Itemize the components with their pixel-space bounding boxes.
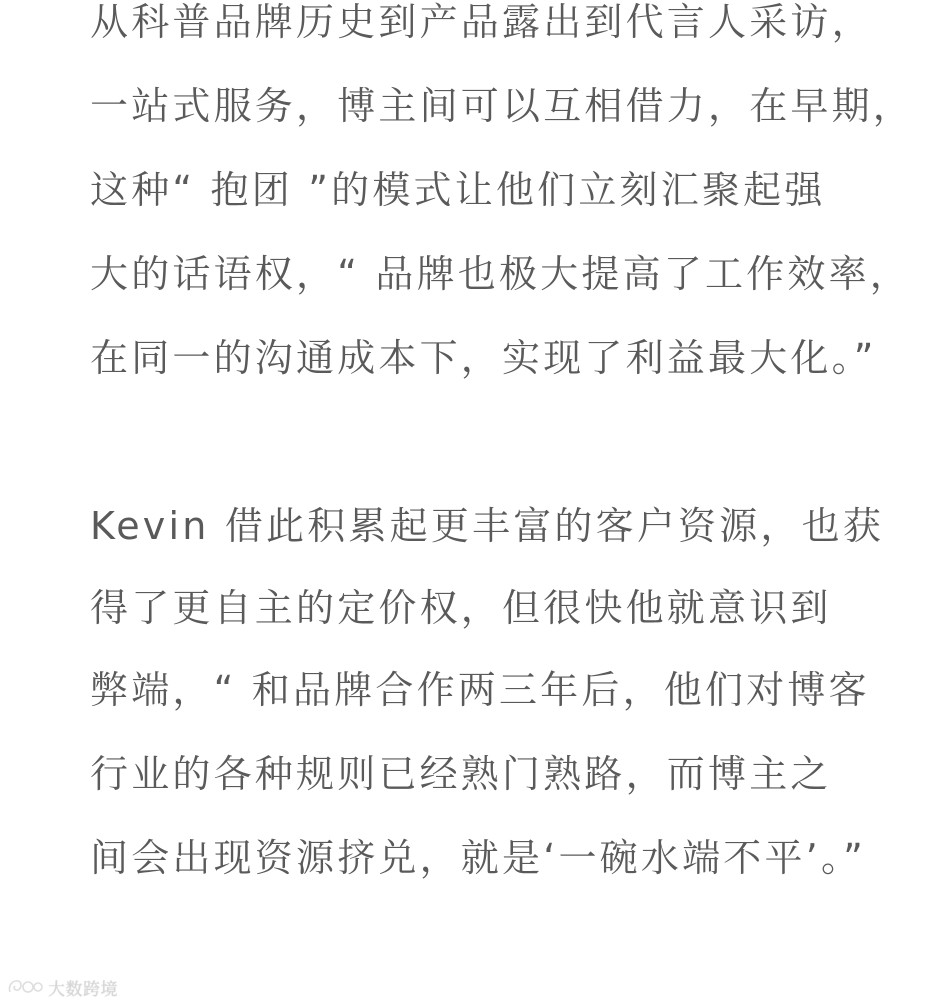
- text-line: 大的话语权，“ 品牌也极大提高了工作效率，: [90, 252, 911, 296]
- text-line: 从科普品牌历史到产品露出到代言人采访，: [90, 0, 873, 44]
- text-line: Kevin 借此积累起更丰富的客户资源，也获: [90, 504, 885, 548]
- text-line: 弊端，“ 和品牌合作两三年后，他们对博客: [90, 668, 870, 712]
- text-line: 这种“ 抱团 ”的模式让他们立刻汇聚起强: [90, 168, 826, 212]
- watermark-text: 大数跨境: [48, 979, 118, 1000]
- text-line: 行业的各种规则已经熟门熟路，而博主之: [90, 752, 832, 796]
- text-line: 得了更自主的定价权，但很快他就意识到: [90, 586, 832, 630]
- text-line: 间会出现资源挤兑，就是‘一碗水端不平’。”: [90, 836, 867, 880]
- text-line: 在同一的沟通成本下，实现了利益最大化。”: [90, 336, 877, 380]
- text-line: 一站式服务，博主间可以互相借力，在早期，: [90, 84, 915, 128]
- brand-logo-icon: [6, 976, 44, 998]
- watermark: [6, 974, 118, 1000]
